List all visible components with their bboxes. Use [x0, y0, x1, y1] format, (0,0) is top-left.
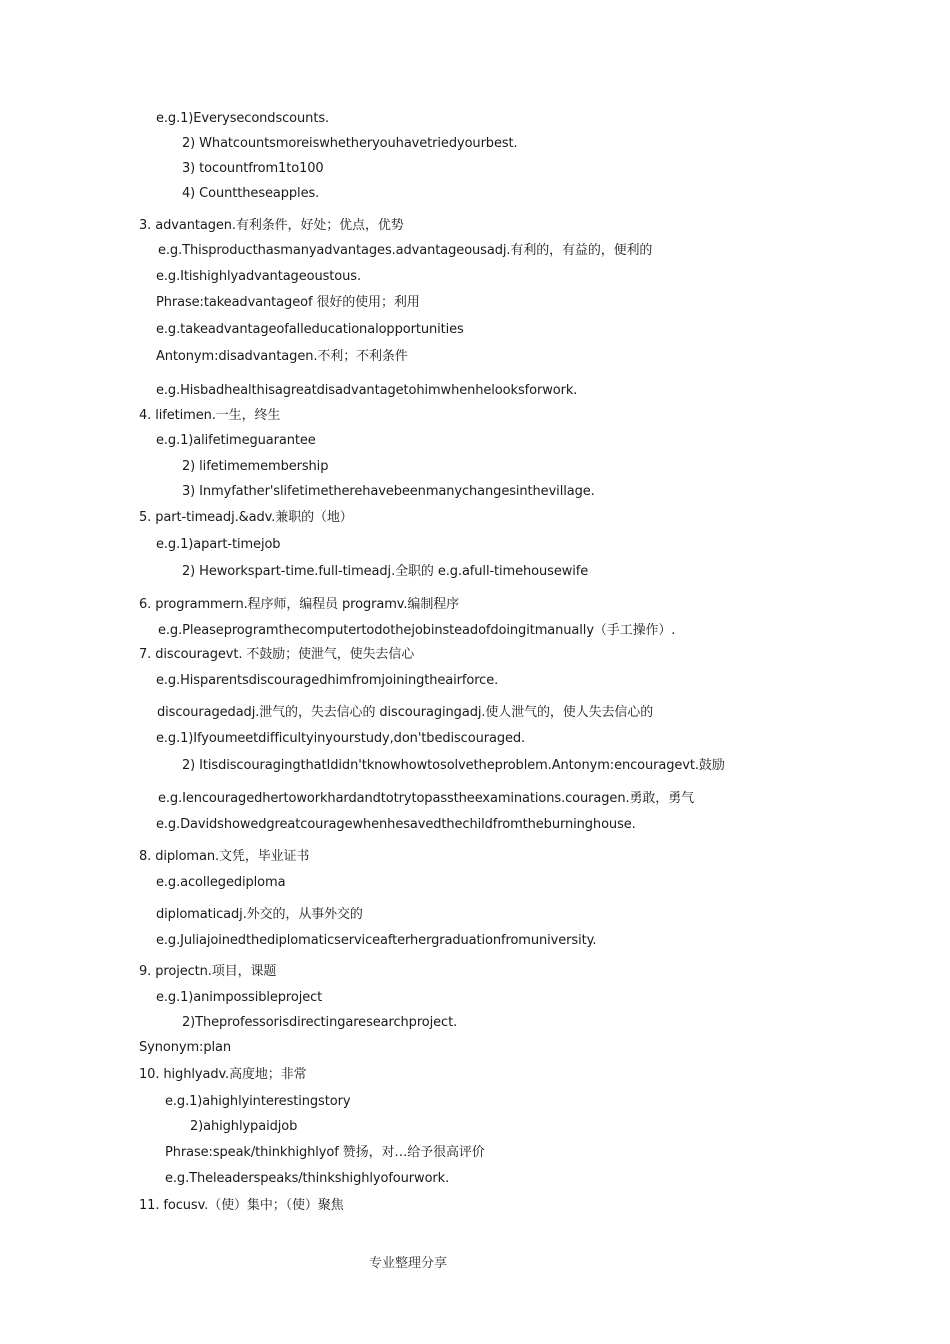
text-line: Antonym:disadvantagen.不利；不利条件: [156, 349, 408, 364]
text-line: e.g.Thisproducthasmanyadvantages.advantageousadj.有利的，有益的，便利的: [158, 243, 653, 258]
text-line: e.g.1)apart-timejob: [156, 537, 281, 552]
text-line: e.g.1)animpossibleproject: [156, 990, 323, 1005]
text-line: e.g.Hisbadhealthisagreatdisadvantagetohimwhenhelooksforwork.: [156, 383, 578, 398]
text-line: e.g.Hisparentsdiscouragedhimfromjoiningtheairforce.: [156, 673, 499, 688]
text-line: e.g.Iencouragedhertoworkhardandtotrytopasstheexaminations.couragen.勇敢，勇气: [158, 791, 694, 806]
text-line: e.g.Theleaderspeaks/thinkshighlyofourwork.: [165, 1171, 450, 1186]
entry-heading: 7. discouragevt. 不鼓励；使泄气，使失去信心: [139, 647, 415, 662]
entry-heading: 11. focusv.（使）集中；（使）聚焦: [139, 1198, 344, 1213]
text-line: 3) Inmyfather'slifetimetherehavebeenmanychangesinthevillage.: [182, 484, 595, 499]
text-line: 2) ItisdiscouragingthatIdidn'tknowhowtosolvetheproblem.Antonym:encouragevt.鼓励: [182, 758, 725, 773]
text-line: Phrase:speak/thinkhighlyof 赞扬，对…给予很高评价: [165, 1145, 485, 1160]
text-line: e.g.acollegediploma: [156, 875, 286, 890]
text-line: e.g.1)ahighlyinterestingstory: [165, 1094, 351, 1109]
text-line: Synonym:plan: [139, 1040, 231, 1055]
entry-heading: 9. projectn.项目，课题: [139, 964, 277, 979]
text-line: e.g.Davidshowedgreatcouragewhenhesavedthechildfromtheburninghouse.: [156, 817, 636, 832]
entry-heading: 3. advantagen.有利条件，好处；优点，优势: [139, 218, 404, 233]
text-line: e.g.Juliajoinedthediplomaticserviceafterhergraduationfromuniversity.: [156, 933, 597, 948]
text-line: e.g.1)Everysecondscounts.: [156, 111, 330, 126]
text-line: discouragedadj.泄气的，失去信心的 discouragingadj.使人泄气的，使人失去信心的: [157, 705, 654, 720]
text-line: e.g.Itishighlyadvantageoustous.: [156, 269, 361, 284]
entry-heading: 5. part-timeadj.&adv.兼职的（地）: [139, 510, 353, 525]
text-line: e.g.takeadvantageofalleducationalopportunities: [156, 322, 464, 337]
text-line: e.g.1)Ifyoumeetdifficultyinyourstudy,don'tbediscouraged.: [156, 731, 526, 746]
entry-heading: 8. diploman.文凭，毕业证书: [139, 849, 310, 864]
text-line: 2)Theprofessorisdirectingaresearchproject.: [182, 1015, 458, 1030]
text-line: diplomaticadj.外交的，从事外交的: [156, 907, 363, 922]
text-line: e.g.Pleaseprogramthecomputertodothejobinsteadofdoingitmanually（手工操作）.: [158, 623, 676, 638]
page-footer: 专业整理分享: [369, 1256, 448, 1271]
text-line: 4) Counttheseapples.: [182, 186, 320, 201]
text-line: e.g.1)alifetimeguarantee: [156, 433, 316, 448]
text-line: 2)ahighlypaidjob: [190, 1119, 298, 1134]
text-line: 3) tocountfrom1to100: [182, 161, 324, 176]
text-line: 2) Heworkspart-time.full-timeadj.全职的 e.g.afull-timehousewife: [182, 564, 589, 579]
text-line: 2) lifetimemembership: [182, 459, 329, 474]
text-line: 2) Whatcountsmoreiswhetheryouhavetriedyourbest.: [182, 136, 518, 151]
entry-heading: 4. lifetimen.一生，终生: [139, 408, 281, 423]
text-line: Phrase:takeadvantageof 很好的使用；利用: [156, 295, 420, 310]
entry-heading: 10. highlyadv.高度地；非常: [139, 1067, 307, 1082]
entry-heading: 6. programmern.程序师，编程员 programv.编制程序: [139, 597, 460, 612]
